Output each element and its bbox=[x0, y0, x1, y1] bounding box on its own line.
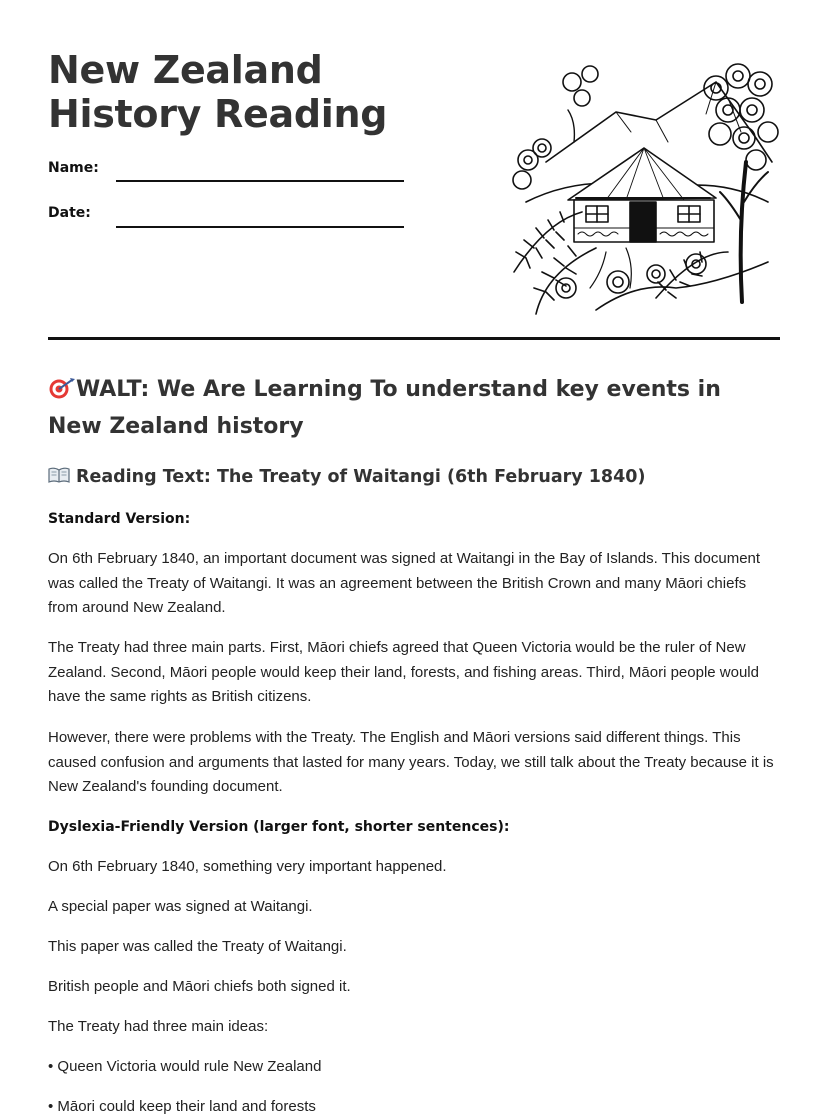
dyslexia-version-heading: Dyslexia-Friendly Version (larger font, shorter sentences): bbox=[48, 819, 510, 835]
book-icon bbox=[48, 467, 70, 483]
section-divider bbox=[48, 337, 780, 340]
standard-version-heading: Standard Version: bbox=[48, 511, 191, 527]
dyslexia-bullet-1: • Queen Victoria would rule New Zealand bbox=[48, 1058, 322, 1075]
standard-paragraph-1: On 6th February 1840, an important document was signed at Waitangi in the Bay of Islands. This document was called the Treaty of Waitangi. It was an agreement between the British Crown and many Māori chiefs from around New Zealand. bbox=[48, 550, 761, 617]
dyslexia-line-5: The Treaty had three main ideas: bbox=[48, 1018, 269, 1035]
reading-heading bbox=[48, 464, 645, 490]
standard-paragraph-2: The Treaty had three main parts. First, Māori chiefs agreed that Queen Victoria would be the ruler of New Zealand. Second, Māori people would keep their land, forests, and fishing areas. Third, Māori people would have the same rights as British citizens. bbox=[48, 639, 759, 706]
date-label: Date: bbox=[48, 205, 91, 221]
dyslexia-line-2: A special paper was signed at Waitangi. bbox=[48, 898, 313, 915]
maori-whare-illustration bbox=[506, 52, 780, 316]
walt-text: WALT: We Are Learning To understand key events in New Zealand history bbox=[48, 377, 721, 439]
standard-paragraph-3: However, there were problems with the Treaty. The English and Māori versions said different things. This caused confusion and arguments that lasted for many years. Today, we still talk about the Treaty because it is New Zealand's founding document. bbox=[48, 729, 774, 796]
dyslexia-line-3: This paper was called the Treaty of Waitangi. bbox=[48, 938, 347, 955]
target-icon bbox=[48, 377, 76, 399]
dyslexia-line-1: On 6th February 1840, something very important happened. bbox=[48, 858, 447, 875]
walt-heading bbox=[48, 371, 768, 445]
name-label: Name: bbox=[48, 160, 99, 176]
page-title: New Zealand History Reading bbox=[48, 48, 388, 136]
reading-heading-text: Reading Text: The Treaty of Waitangi (6th February 1840) bbox=[76, 467, 646, 487]
name-write-line[interactable] bbox=[116, 180, 404, 182]
dyslexia-line-4: British people and Māori chiefs both signed it. bbox=[48, 978, 351, 995]
date-write-line[interactable] bbox=[116, 226, 404, 228]
dyslexia-bullet-2: • Māori could keep their land and forests bbox=[48, 1098, 316, 1115]
